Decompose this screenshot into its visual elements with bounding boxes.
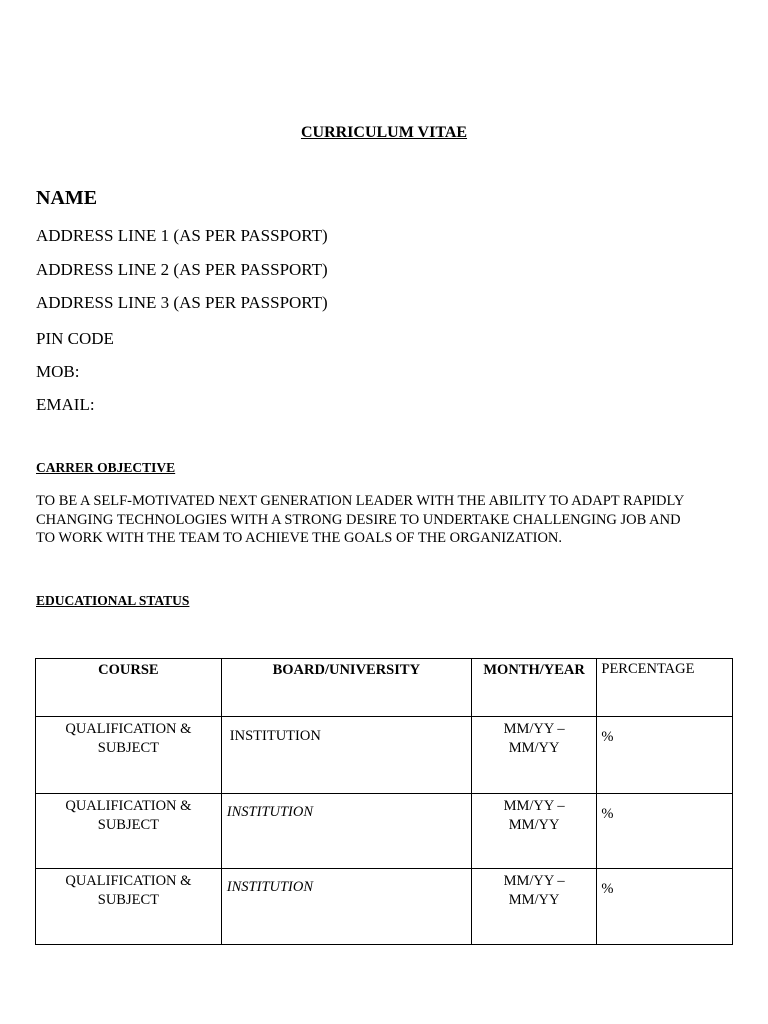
date-cell [471,717,597,794]
date-text [472,794,597,834]
education-table [35,658,733,945]
header-cell-board [221,659,471,717]
address-line-1: ADDRESS LINE 1 (AS PER PASSPORT) [36,226,328,245]
objective-heading: CARRER OBJECTIVE [36,460,176,475]
date-line-2: MM/YY [508,891,560,908]
date-line-1: MM/YY – [503,798,565,814]
course-cell [36,794,222,869]
header-cell-month-year [471,659,597,717]
table-row [36,717,733,794]
institution-cell [221,717,471,794]
objective-text [36,492,746,548]
institution-text: INSTITUTION [226,879,314,895]
course-cell [36,869,222,945]
course-line-2: SUBJECT [97,816,160,833]
objective-line-2: CHANGING TECHNOLOGIES WITH A STRONG DESIRE TO UNDERTAKE CHALLENGING JOB AND [36,511,681,528]
pin-code: PIN CODE [36,329,114,348]
address-line-3: ADDRESS LINE 3 (AS PER PASSPORT) [36,293,328,312]
table-header-row [36,659,733,717]
course-text [36,869,221,909]
document-title: CURRICULUM VITAE [300,124,468,141]
date-line-1: MM/YY – [503,721,565,737]
date-line-2: MM/YY [508,739,560,756]
percentage-text: % [601,729,614,745]
course-line-2: SUBJECT [97,891,160,908]
objective-line-3: TO WORK WITH THE TEAM TO ACHIEVE THE GOALS OF THE ORGANIZATION. [36,530,563,546]
header-cell-course [36,659,222,717]
course-text [36,717,221,757]
header-cell-percentage [597,659,733,717]
objective-line-1: TO BE A SELF-MOTIVATED NEXT GENERATION LEADER WITH THE ABILITY TO ADAPT RAPIDLY [36,493,685,509]
table-row [36,794,733,869]
course-text [36,794,221,834]
institution-text: INSTITUTION [229,728,321,744]
percentage-text: % [601,806,614,822]
date-cell [471,869,597,945]
date-line-2: MM/YY [508,816,560,833]
course-line-2: SUBJECT [97,739,160,756]
course-line-1: QUALIFICATION & [65,873,192,889]
percentage-cell [597,869,733,945]
email-label: EMAIL: [36,395,95,414]
header-course: COURSE [98,662,159,678]
institution-cell [221,869,471,945]
percentage-cell [597,717,733,794]
percentage-cell [597,794,733,869]
header-percentage: PERCENTAGE [601,661,695,677]
course-line-1: QUALIFICATION & [65,798,192,814]
date-text [472,869,597,909]
institution-cell [221,794,471,869]
candidate-name: NAME [36,187,98,209]
table-row [36,869,733,945]
course-cell [36,717,222,794]
address-line-2: ADDRESS LINE 2 (AS PER PASSPORT) [36,260,328,279]
date-cell [471,794,597,869]
header-board-university: BOARD/UNIVERSITY [272,662,421,678]
education-heading: EDUCATIONAL STATUS [36,593,190,608]
institution-text: INSTITUTION [226,804,314,820]
date-line-1: MM/YY – [503,873,565,889]
course-line-1: QUALIFICATION & [65,721,192,737]
mobile-label: MOB: [36,362,80,381]
date-text [472,717,597,757]
percentage-text: % [601,881,614,897]
header-month-year: MONTH/YEAR [483,662,585,678]
